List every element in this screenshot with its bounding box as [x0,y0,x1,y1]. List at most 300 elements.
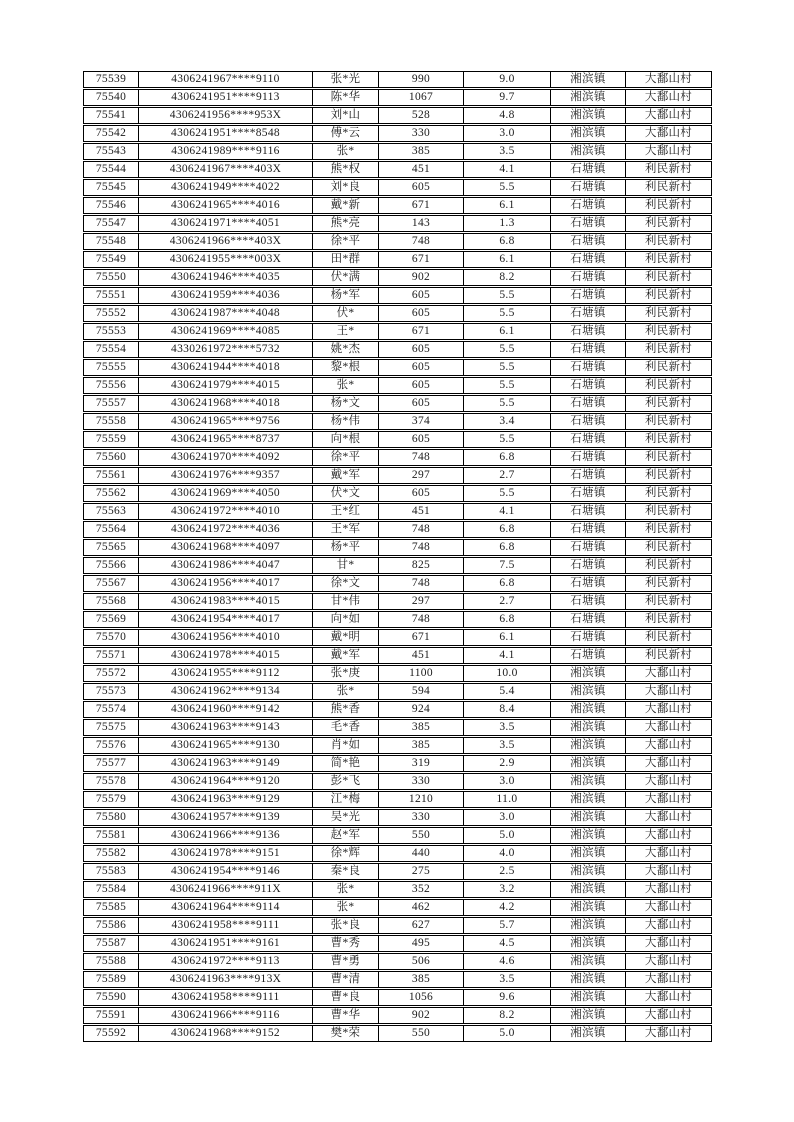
cell-serial-number: 75584 [84,882,139,897]
cell-village: 大鄱山村 [644,1009,693,1021]
cell-town: 湘滨镇 [551,810,626,825]
cell-town: 石塘镇 [551,342,626,357]
cell-town: 湘滨镇 [551,774,626,789]
cell-amount: 385 [379,720,464,735]
table-row [83,557,712,574]
cell-amount-secondary: 4.5 [464,936,551,951]
cell-town: 石塘镇 [551,360,626,375]
cell-id-number: 4306241969****4050 [139,486,313,501]
cell-amount: 528 [379,108,464,123]
cell-amount: 330 [379,126,464,141]
cell-village: 利民新村 [644,505,693,517]
cell-town: 湘滨镇 [551,1026,626,1041]
cell-name: 傅*云 [313,126,379,141]
cell-amount: 924 [379,702,464,717]
cell-town: 湘滨镇 [551,864,626,879]
cell-id-number: 4306241963****913X [139,972,313,987]
cell-amount-secondary: 3.5 [464,972,551,987]
cell-amount: 902 [379,270,464,285]
cell-id-number: 4306241963****9129 [139,792,313,807]
cell-name: 樊*荣 [313,1026,379,1041]
cell-amount-secondary: 5.5 [464,396,551,411]
cell-amount: 352 [379,882,464,897]
cell-village: 大鄱山村 [644,991,693,1003]
cell-amount: 385 [379,144,464,159]
cell-village: 大鄱山村 [644,703,693,715]
table-row [83,323,712,340]
cell-town: 湘滨镇 [551,918,626,933]
cell-id-number: 4306241956****4010 [139,630,313,645]
cell-amount-secondary: 9.0 [464,72,551,87]
cell-name: 陈*华 [313,90,379,105]
cell-village: 利民新村 [644,523,693,535]
cell-village: 大鄱山村 [644,937,693,949]
cell-village: 利民新村 [644,271,693,283]
cell-name: 姚*杰 [313,342,379,357]
cell-village: 利民新村 [644,361,693,373]
cell-amount-secondary: 1.3 [464,216,551,231]
cell-id-number: 4306241966****9136 [139,828,313,843]
cell-amount: 1056 [379,990,464,1005]
table-row [83,989,712,1006]
cell-amount-secondary: 3.5 [464,144,551,159]
cell-serial-number: 75551 [84,288,139,303]
cell-town: 湘滨镇 [551,90,626,105]
table-row [83,305,712,322]
cell-amount: 297 [379,468,464,483]
cell-town: 石塘镇 [551,180,626,195]
cell-amount-secondary: 6.8 [464,576,551,591]
cell-id-number: 4306241976****9357 [139,468,313,483]
cell-town: 石塘镇 [551,450,626,465]
cell-id-number: 4306241968****9152 [139,1026,313,1041]
cell-town: 湘滨镇 [551,792,626,807]
cell-amount: 902 [379,1008,464,1023]
cell-id-number: 4306241965****9756 [139,414,313,429]
cell-serial-number: 75545 [84,180,139,195]
cell-amount-secondary: 4.1 [464,504,551,519]
cell-name: 伏*满 [313,270,379,285]
cell-amount-secondary: 5.5 [464,342,551,357]
cell-amount-secondary: 5.5 [464,306,551,321]
cell-town: 湘滨镇 [551,882,626,897]
cell-village: 利民新村 [644,289,693,301]
cell-amount-secondary: 6.8 [464,234,551,249]
cell-amount: 748 [379,576,464,591]
cell-village: 利民新村 [644,631,693,643]
cell-amount: 495 [379,936,464,951]
cell-town: 湘滨镇 [551,720,626,735]
cell-id-number: 4306241958****9111 [139,918,313,933]
cell-serial-number: 75541 [84,108,139,123]
cell-amount-secondary: 6.8 [464,540,551,555]
cell-name: 戴*新 [313,198,379,213]
cell-name: 黎*根 [313,360,379,375]
cell-village: 大鄱山村 [644,145,693,157]
table-row [83,755,712,772]
table-row [83,791,712,808]
table-row [83,197,712,214]
cell-amount-secondary: 4.2 [464,900,551,915]
table-row [83,539,712,556]
cell-town: 石塘镇 [551,324,626,339]
table-row [83,251,712,268]
table-row [83,107,712,124]
cell-town: 湘滨镇 [551,972,626,987]
cell-amount: 605 [379,378,464,393]
cell-serial-number: 75573 [84,684,139,699]
cell-town: 石塘镇 [551,558,626,573]
table-row [83,395,712,412]
table-row [83,683,712,700]
cell-id-number: 4306241960****9142 [139,702,313,717]
cell-amount-secondary: 4.1 [464,648,551,663]
cell-serial-number: 75548 [84,234,139,249]
table-row [83,737,712,754]
cell-village: 大鄱山村 [644,901,693,913]
cell-town: 石塘镇 [551,162,626,177]
table-row [83,863,712,880]
cell-amount: 330 [379,774,464,789]
cell-id-number: 4306241987****4048 [139,306,313,321]
cell-amount: 550 [379,828,464,843]
cell-serial-number: 75569 [84,612,139,627]
cell-amount: 627 [379,918,464,933]
cell-village: 大鄱山村 [644,865,693,877]
cell-name: 王*军 [313,522,379,537]
cell-id-number: 4306241967****403X [139,162,313,177]
cell-village: 大鄱山村 [644,721,693,733]
cell-id-number: 4306241963****9143 [139,720,313,735]
cell-name: 伏*文 [313,486,379,501]
cell-id-number: 4306241963****9149 [139,756,313,771]
cell-amount-secondary: 6.1 [464,198,551,213]
cell-serial-number: 75553 [84,324,139,339]
cell-village: 利民新村 [644,433,693,445]
cell-town: 湘滨镇 [551,144,626,159]
cell-id-number: 4306241962****9134 [139,684,313,699]
cell-amount-secondary: 3.0 [464,126,551,141]
cell-serial-number: 75577 [84,756,139,771]
cell-village: 利民新村 [644,325,693,337]
cell-name: 江*梅 [313,792,379,807]
table-row [83,233,712,250]
cell-serial-number: 75592 [84,1026,139,1041]
cell-serial-number: 75540 [84,90,139,105]
cell-town: 湘滨镇 [551,684,626,699]
cell-name: 曹*良 [313,990,379,1005]
cell-serial-number: 75579 [84,792,139,807]
cell-village: 大鄱山村 [644,757,693,769]
table-row [83,413,712,430]
table-row [83,269,712,286]
cell-amount-secondary: 6.1 [464,252,551,267]
cell-amount-secondary: 5.4 [464,684,551,699]
cell-name: 彭*飞 [313,774,379,789]
table-row [83,449,712,466]
cell-amount-secondary: 7.5 [464,558,551,573]
cell-town: 石塘镇 [551,306,626,321]
cell-name: 张*光 [313,72,379,87]
cell-id-number: 4306241972****4036 [139,522,313,537]
cell-serial-number: 75572 [84,666,139,681]
table-row [83,935,712,952]
cell-id-number: 4306241978****9151 [139,846,313,861]
cell-amount: 605 [379,342,464,357]
cell-village: 大鄱山村 [644,91,693,103]
cell-id-number: 4306241951****8548 [139,126,313,141]
cell-amount: 605 [379,288,464,303]
cell-name: 杨*平 [313,540,379,555]
cell-id-number: 4306241964****9120 [139,774,313,789]
cell-amount-secondary: 8.2 [464,1008,551,1023]
cell-village: 利民新村 [644,397,693,409]
cell-amount-secondary: 8.4 [464,702,551,717]
cell-id-number: 4306241986****4047 [139,558,313,573]
cell-town: 石塘镇 [551,576,626,591]
cell-name: 曹*勇 [313,954,379,969]
cell-name: 田*群 [313,252,379,267]
cell-village: 利民新村 [644,307,693,319]
cell-amount: 748 [379,450,464,465]
cell-village: 大鄱山村 [644,127,693,139]
cell-serial-number: 75575 [84,720,139,735]
cell-id-number: 4306241972****4010 [139,504,313,519]
cell-name: 张*庚 [313,666,379,681]
table-row [83,827,712,844]
table-row [83,773,712,790]
cell-id-number: 4306241968****4018 [139,396,313,411]
cell-name: 熊*香 [313,702,379,717]
cell-town: 石塘镇 [551,522,626,537]
cell-town: 石塘镇 [551,270,626,285]
cell-town: 湘滨镇 [551,756,626,771]
cell-village: 大鄱山村 [644,955,693,967]
cell-id-number: 4306241972****9113 [139,954,313,969]
cell-serial-number: 75547 [84,216,139,231]
cell-amount: 605 [379,306,464,321]
cell-name: 杨*军 [313,288,379,303]
cell-town: 湘滨镇 [551,702,626,717]
cell-amount: 451 [379,648,464,663]
table-row [83,1025,712,1042]
cell-amount-secondary: 5.5 [464,378,551,393]
cell-town: 石塘镇 [551,468,626,483]
cell-id-number: 4306241956****953X [139,108,313,123]
cell-village: 大鄱山村 [644,973,693,985]
cell-id-number: 4306241971****4051 [139,216,313,231]
cell-town: 石塘镇 [551,486,626,501]
cell-name: 张* [313,900,379,915]
table-row [83,809,712,826]
cell-village: 大鄱山村 [644,847,693,859]
cell-amount: 671 [379,324,464,339]
cell-town: 石塘镇 [551,198,626,213]
cell-town: 石塘镇 [551,504,626,519]
cell-id-number: 4306241957****9139 [139,810,313,825]
table-row [83,143,712,160]
table-row [83,125,712,142]
cell-serial-number: 75588 [84,954,139,969]
cell-town: 石塘镇 [551,648,626,663]
cell-name: 徐*平 [313,450,379,465]
cell-id-number: 4330261972****5732 [139,342,313,357]
cell-amount-secondary: 5.0 [464,828,551,843]
cell-amount: 605 [379,432,464,447]
cell-serial-number: 75590 [84,990,139,1005]
cell-name: 戴*军 [313,468,379,483]
cell-name: 王* [313,324,379,339]
cell-id-number: 4306241966****403X [139,234,313,249]
cell-amount: 374 [379,414,464,429]
cell-name: 张*良 [313,918,379,933]
cell-serial-number: 75567 [84,576,139,591]
cell-amount: 550 [379,1026,464,1041]
cell-town: 石塘镇 [551,414,626,429]
cell-village: 利民新村 [644,343,693,355]
cell-amount: 605 [379,360,464,375]
cell-serial-number: 75574 [84,702,139,717]
cell-amount: 748 [379,522,464,537]
cell-name: 甘*伟 [313,594,379,609]
cell-serial-number: 75560 [84,450,139,465]
table-row [83,71,712,88]
cell-amount: 825 [379,558,464,573]
cell-id-number: 4306241964****9114 [139,900,313,915]
cell-amount-secondary: 5.5 [464,432,551,447]
cell-village: 利民新村 [644,487,693,499]
cell-village: 利民新村 [644,559,693,571]
cell-amount-secondary: 5.0 [464,1026,551,1041]
cell-id-number: 4306241983****4015 [139,594,313,609]
cell-village: 大鄱山村 [644,775,693,787]
table-row [83,629,712,646]
cell-village: 大鄱山村 [644,685,693,697]
cell-id-number: 4306241951****9113 [139,90,313,105]
cell-amount: 275 [379,864,464,879]
cell-town: 湘滨镇 [551,108,626,123]
cell-amount: 671 [379,630,464,645]
cell-town: 湘滨镇 [551,828,626,843]
cell-serial-number: 75571 [84,648,139,663]
cell-town: 湘滨镇 [551,990,626,1005]
table-row [83,161,712,178]
cell-serial-number: 75583 [84,864,139,879]
cell-serial-number: 75564 [84,522,139,537]
cell-serial-number: 75582 [84,846,139,861]
cell-amount-secondary: 6.1 [464,630,551,645]
cell-village: 利民新村 [644,379,693,391]
cell-serial-number: 75580 [84,810,139,825]
cell-serial-number: 75570 [84,630,139,645]
cell-serial-number: 75566 [84,558,139,573]
cell-amount-secondary: 3.0 [464,810,551,825]
cell-id-number: 4306241989****9116 [139,144,313,159]
cell-amount: 1067 [379,90,464,105]
cell-amount-secondary: 6.8 [464,522,551,537]
cell-id-number: 4306241955****003X [139,252,313,267]
cell-name: 毛*香 [313,720,379,735]
cell-name: 赵*军 [313,828,379,843]
table-row [83,341,712,358]
cell-amount-secondary: 3.0 [464,774,551,789]
cell-village: 利民新村 [644,595,693,607]
cell-village: 大鄱山村 [644,811,693,823]
cell-amount-secondary: 9.6 [464,990,551,1005]
cell-amount-secondary: 4.0 [464,846,551,861]
cell-name: 徐*辉 [313,846,379,861]
cell-amount-secondary: 4.8 [464,108,551,123]
cell-town: 湘滨镇 [551,126,626,141]
cell-amount: 605 [379,180,464,195]
cell-amount: 671 [379,198,464,213]
cell-village: 利民新村 [644,469,693,481]
cell-serial-number: 75554 [84,342,139,357]
cell-id-number: 4306241951****9161 [139,936,313,951]
cell-name: 张* [313,684,379,699]
cell-serial-number: 75568 [84,594,139,609]
cell-town: 石塘镇 [551,594,626,609]
cell-village: 大鄱山村 [644,73,693,85]
cell-town: 石塘镇 [551,288,626,303]
cell-id-number: 4306241949****4022 [139,180,313,195]
cell-town: 石塘镇 [551,612,626,627]
cell-amount-secondary: 3.5 [464,720,551,735]
cell-town: 石塘镇 [551,252,626,267]
cell-village: 大鄱山村 [644,667,693,679]
cell-amount-secondary: 2.9 [464,756,551,771]
table-row [83,359,712,376]
cell-serial-number: 75544 [84,162,139,177]
cell-name: 戴*明 [313,630,379,645]
cell-serial-number: 75578 [84,774,139,789]
table-row [83,971,712,988]
cell-name: 熊*权 [313,162,379,177]
cell-id-number: 4306241965****4016 [139,198,313,213]
cell-serial-number: 75581 [84,828,139,843]
cell-amount: 990 [379,72,464,87]
cell-amount-secondary: 6.8 [464,612,551,627]
cell-town: 湘滨镇 [551,738,626,753]
table-row [83,503,712,520]
cell-town: 湘滨镇 [551,72,626,87]
cell-amount: 594 [379,684,464,699]
cell-amount: 671 [379,252,464,267]
cell-amount-secondary: 10.0 [464,666,551,681]
cell-amount: 451 [379,504,464,519]
table-row [83,665,712,682]
cell-name: 张* [313,378,379,393]
cell-serial-number: 75552 [84,306,139,321]
cell-amount: 143 [379,216,464,231]
cell-village: 利民新村 [644,253,693,265]
cell-village: 利民新村 [644,199,693,211]
cell-village: 利民新村 [644,613,693,625]
cell-id-number: 4306241965****9130 [139,738,313,753]
cell-name: 向*如 [313,612,379,627]
cell-serial-number: 75557 [84,396,139,411]
cell-name: 张* [313,882,379,897]
cell-amount: 385 [379,738,464,753]
cell-name: 曹*华 [313,1008,379,1023]
cell-name: 熊*亮 [313,216,379,231]
cell-name: 秦*良 [313,864,379,879]
cell-amount: 1210 [379,792,464,807]
table-row [83,917,712,934]
cell-name: 张* [313,144,379,159]
cell-id-number: 4306241967****9110 [139,72,313,87]
cell-name: 杨*文 [313,396,379,411]
